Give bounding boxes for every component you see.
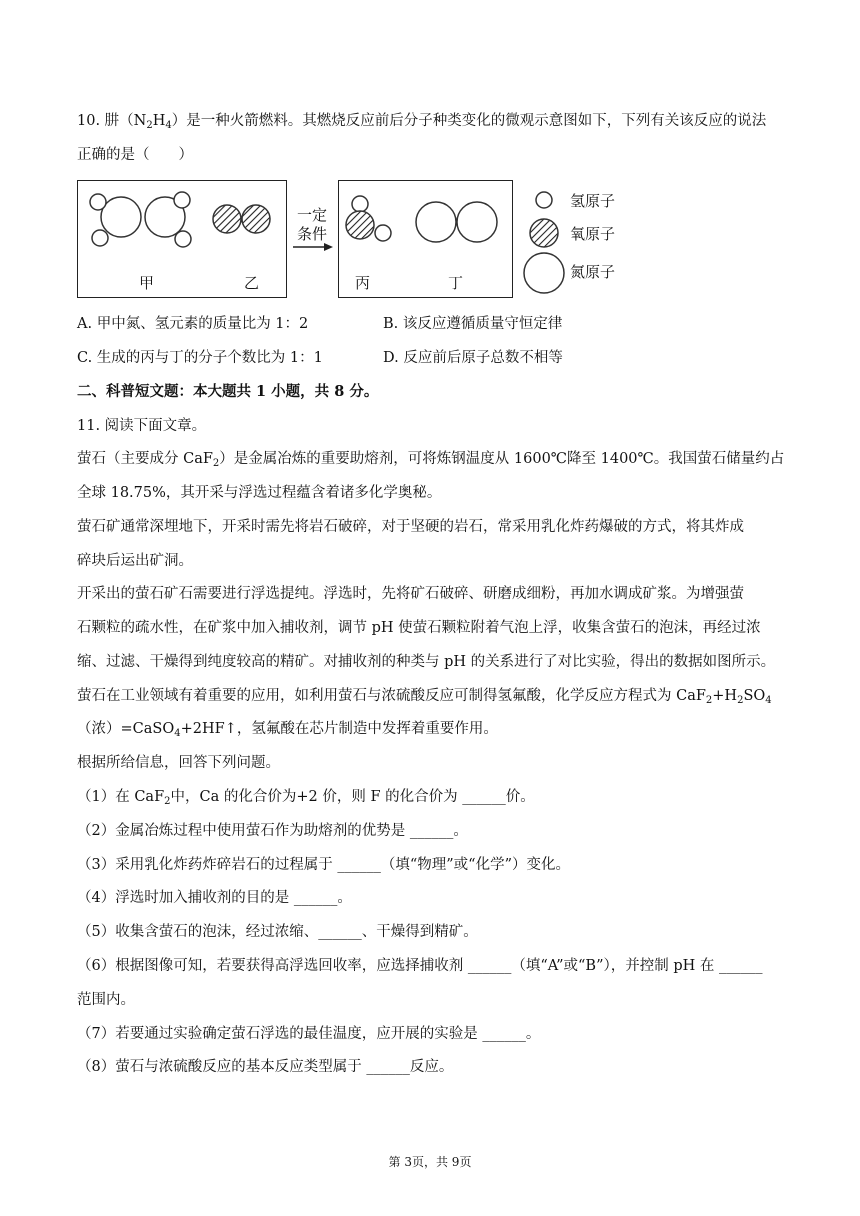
label-jia: 甲 [139, 274, 155, 292]
hydrazine-molecule [90, 192, 191, 247]
oxygen-molecule [213, 205, 270, 233]
q11-intro: 11. 阅读下面文章。 [77, 418, 207, 434]
hydrogen-atom-icon [536, 192, 552, 208]
q11-p1-line2: 全球 18.75%，其开采与浮选过程蕴含着诸多化学奥秘。 [77, 485, 442, 501]
q11-sub5: （5）收集含萤石的泡沫，经过浓缩、______、干燥得到精矿。 [77, 924, 478, 940]
label-yi: 乙 [244, 274, 260, 292]
q11-prompt: 根据所给信息，回答下列问题。 [77, 755, 280, 771]
section-title: 二、科普短文题：本大题共 1 小题，共 8 分。 [77, 383, 379, 400]
label-ding: 丁 [448, 274, 464, 292]
option-a: A. 甲中氮、氢元素的质量比为 1：2 [77, 316, 309, 332]
option-d: D. 反应前后原子总数不相等 [383, 350, 563, 366]
q11-p2-line1: 萤石矿通常深埋地下，开采时需先将岩石破碎，对于坚硬的岩石，常采用乳化炸药爆破的方式，将其炸成 [77, 519, 744, 535]
nitrogen-molecule [416, 202, 497, 242]
page-footer: 第 3页，共 9页 [388, 1155, 472, 1169]
legend-nitrogen: 氮原子 [570, 263, 616, 281]
q11-p3-line2: 石颗粒的疏水性，在矿浆中加入捕收剂，调节 pH 使萤石颗粒附着气泡上浮，收集含萤石的泡沫，再经过浓 [77, 620, 761, 636]
q10-stem-line2: 正确的是（ ） [77, 147, 193, 163]
option-b: B. 该反应遵循质量守恒定律 [383, 316, 563, 332]
reaction-diagram [75, 178, 635, 300]
q11-p4-line1: 萤石在工业领域有着重要的应用，如利用萤石与浓硫酸反应可制得氢氟酸，化学反应方程式为 $CaF_2+H_2SO_4$ [77, 688, 772, 706]
q10-stem-line1: 10. 肼$(N_2H_4)$是一种火箭燃料。其燃烧反应前后分子种类变化的微观示意图如下，下列有关该反应的说法 [77, 113, 767, 131]
option-c: C. 生成的丙与丁的分子个数比为 1：1 [77, 350, 323, 366]
q11-p3-line1: 开采出的萤石矿石需要进行浮选提纯。浮选时，先将矿石破碎、研磨成细粉，再加水调成矿浆。为增强萤 [77, 586, 744, 602]
q11-sub8: （8）萤石与浓硫酸反应的基本反应类型属于 ______反应。 [77, 1059, 454, 1075]
legend-oxygen: 氧原子 [570, 225, 616, 243]
q11-p1-line1: 萤石（主要成分 CaF$_2$）是金属冶炼的重要助熔剂，可将炼钢温度从 1600℃降至 1400℃。我国萤石储量约占 [77, 451, 785, 469]
q11-sub3: （3）采用乳化炸药炸碎岩石的过程属于 ______（填“物理”或“化学”）变化。 [77, 857, 570, 873]
q11-sub4: （4）浮选时加入捕收剂的目的是 ______。 [77, 890, 352, 906]
arrow-condition-top: 一定 [297, 206, 328, 224]
q11-p4-line2: （浓）=CaSO$_4$+2HF↑，氢氟酸在芯片制造中发挥着重要作用。 [77, 721, 498, 739]
q11-sub1: （1）在 CaF$_2$中，Ca 的化合价为+2 价，则 F 的化合价为 ______价。 [77, 789, 535, 807]
water-molecule [346, 196, 391, 241]
q11-sub6-line1: （6）根据图像可知，若要获得高浮选回收率，应选择捕收剂 ______（填“A”或“B”），并控制 pH 在 ______ [77, 958, 763, 974]
arrow-condition-bottom: 条件 [297, 225, 328, 243]
label-bing: 丙 [355, 274, 371, 292]
q11-p2-line2: 碎块后运出矿洞。 [77, 553, 193, 569]
q11-sub2: （2）金属冶炼过程中使用萤石作为助熔剂的优势是 ______。 [77, 823, 468, 839]
q11-sub6-line2: 范围内。 [77, 992, 135, 1008]
oxygen-atom-icon [530, 219, 558, 247]
nitrogen-atom-icon [524, 253, 564, 293]
legend-hydrogen: 氢原子 [570, 192, 616, 210]
q11-sub7: （7）若要通过实验确定萤石浮选的最佳温度，应开展的实验是 ______。 [77, 1026, 541, 1042]
q11-p3-line3: 缩、过滤、干燥得到纯度较高的精矿。对捕收剂的种类与 pH 的关系进行了对比实验，得出的数据如图所示。 [77, 654, 776, 670]
